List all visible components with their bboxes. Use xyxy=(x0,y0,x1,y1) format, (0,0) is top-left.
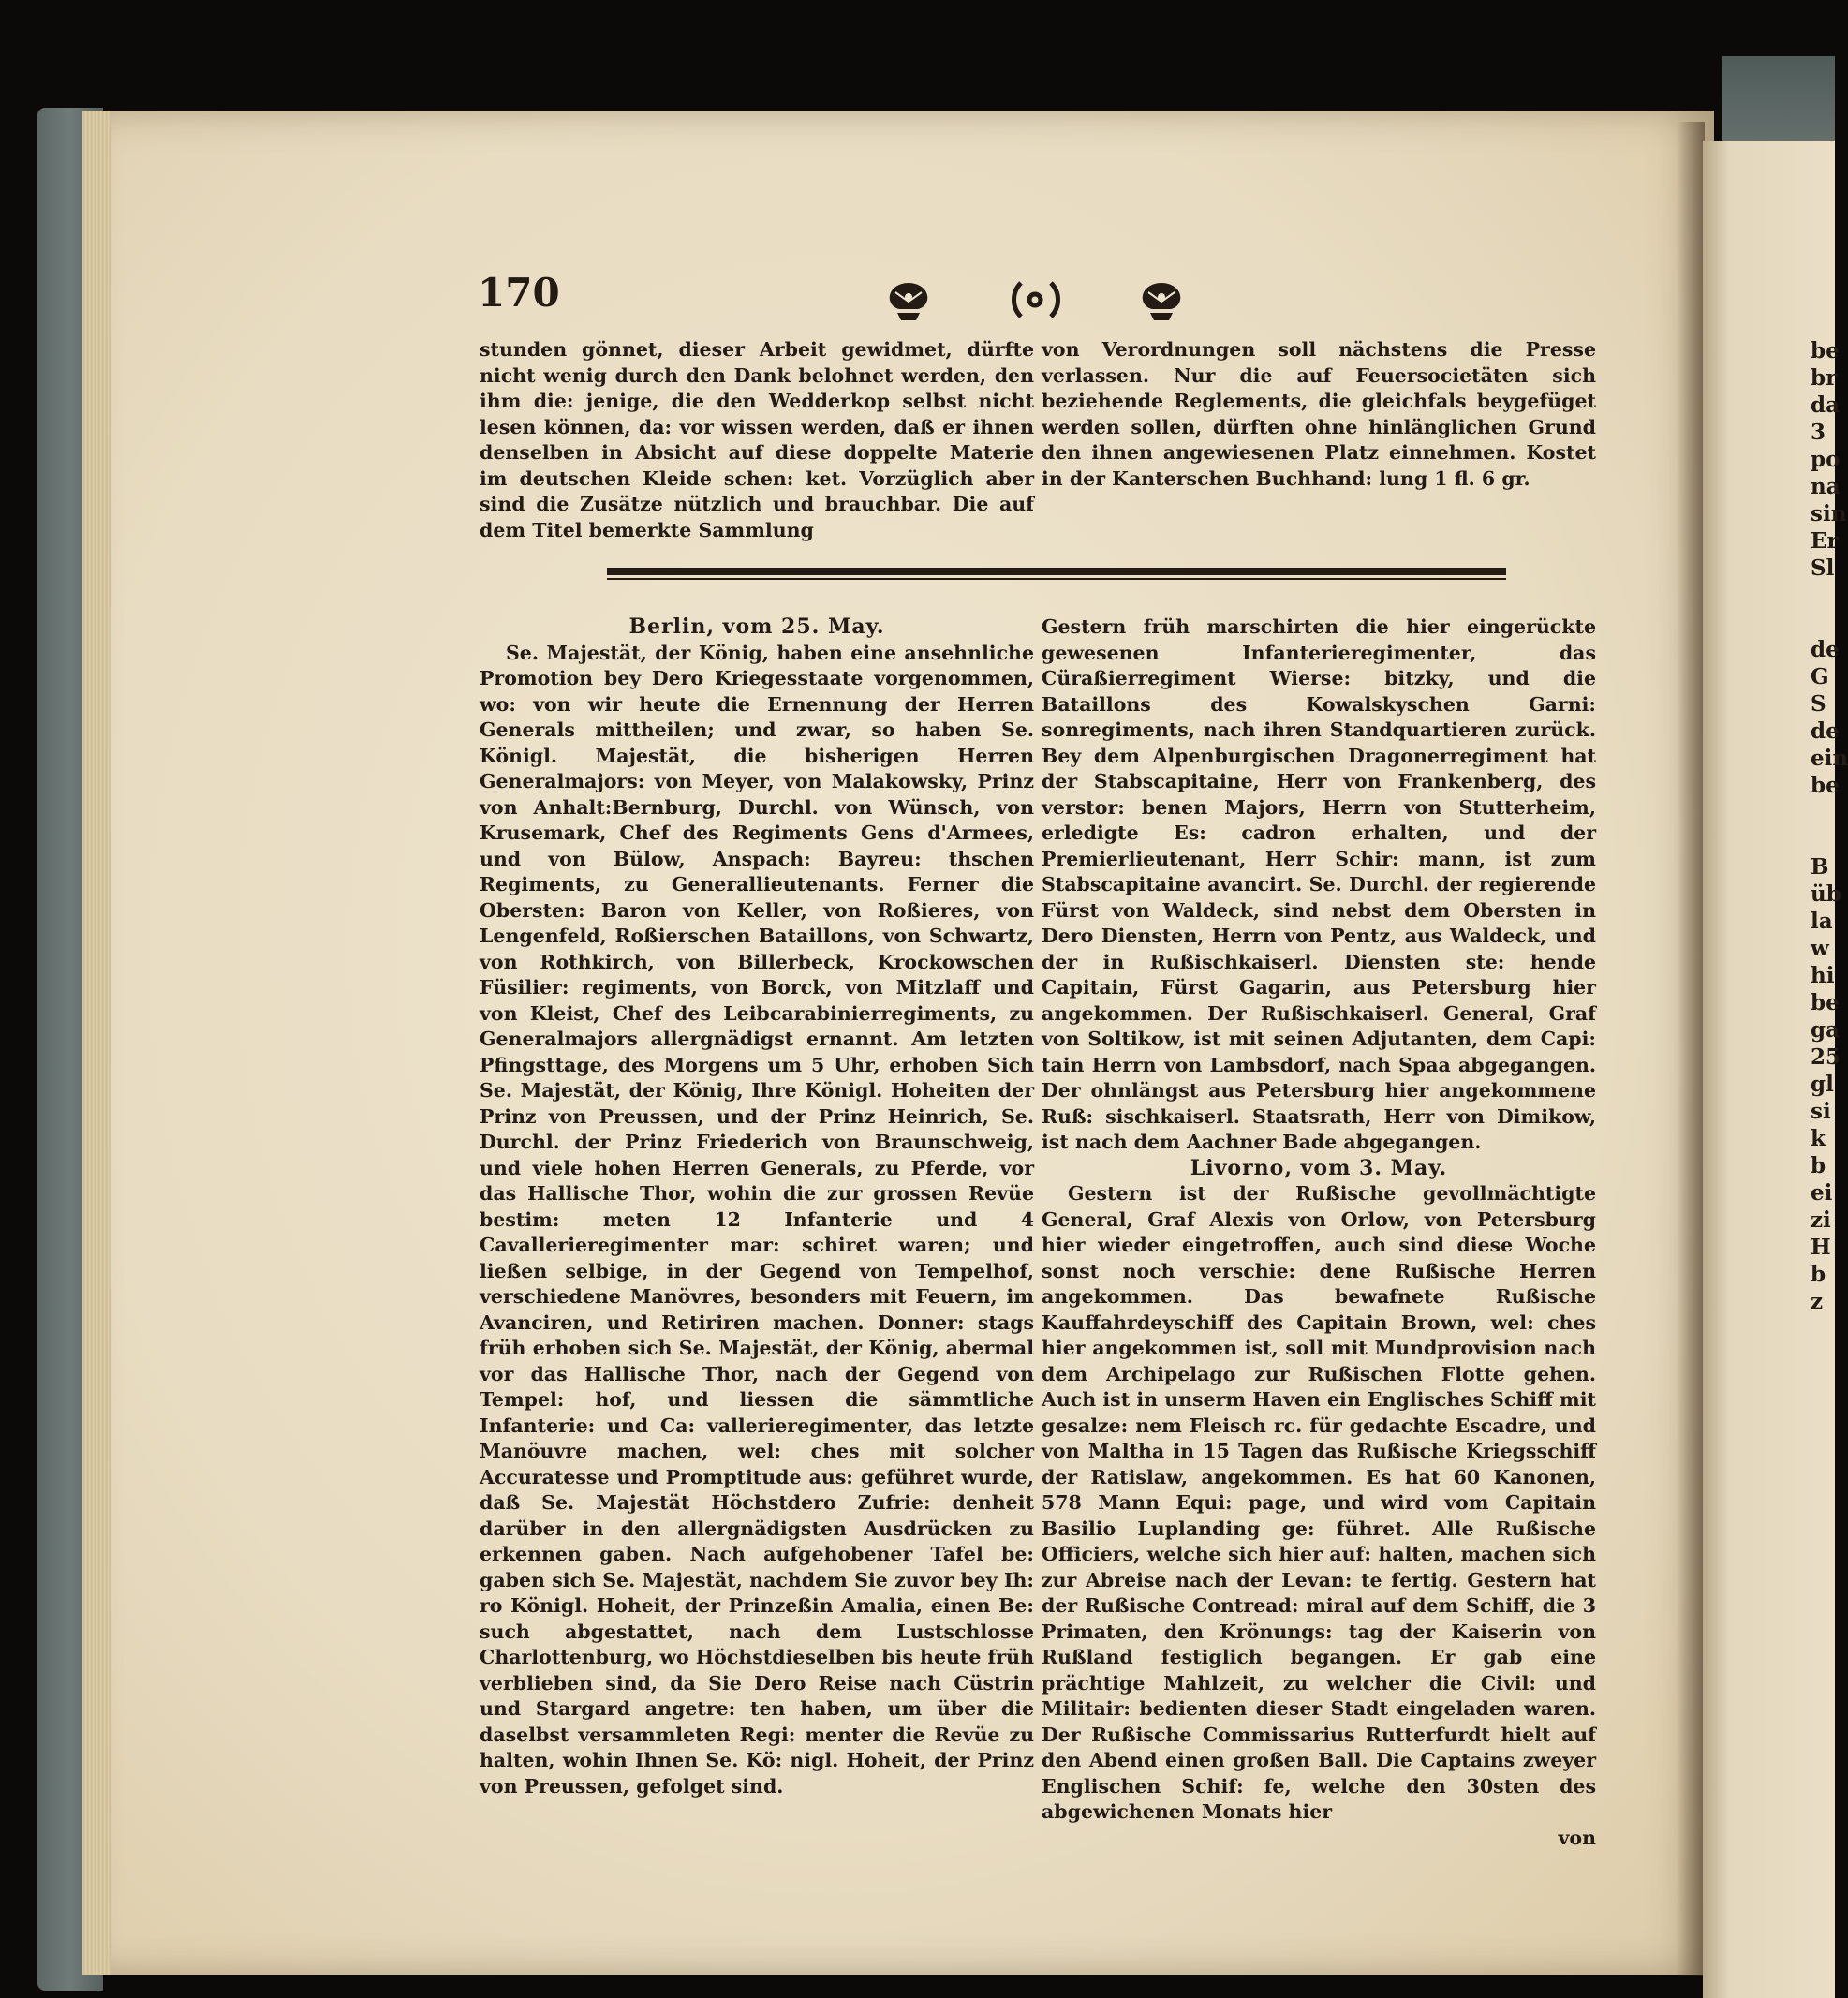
article-livorno: Gestern ist der Rußische gevollmächtigte General, Graf Alexis von Orlow, von Petersburg hier wieder eingetroffen, auch sind diese Woche sonst noch verschie: dene Rußische Herren angekommen. Das bewafnete Rußische Kauffahrdeyschiff des Capitain Brown, wel: ches hier angekommen ist, soll mit Mundprovision nach dem Archipelago zur Rußischen Flotte gehen. Auch ist in unserm Haven ein Englisches Schiff mit gesalze: nem Fleisch rc. für gedachte Escadre, und von Maltha in 15 Tagen das Rußische Kriegsschiff der Ratislaw, angekommen. Es hat 60 Kanonen, 578 Mann Equi: page, und wird vom Capitain Basilio Luplanding ge: führet. Alle Rußische Officiers, welche sich hier auf: halten, machen sich zur Abreise nach der Levan: te fertig. Gestern hat der Rußische Contread: miral auf dem Schiff, die 3 Primaten, den Krönungs: tag der Kaiserin von Rußland festiglich begangen. Er gab eine prächtige Mahlzeit, zu welcher die Civil: und Militair: bedienten dieser Stadt eingeladen waren. Der Rußische Commissarius Rutterfurdt hielt auf den Abend einen großen Ball. Die Captains zweyer Englischen Schif: fe, welche den 30sten des abgewichenen Monats hier xyxy=(1042,1182,1596,1823)
shell-ornament-icon-left xyxy=(890,283,928,320)
dateline-berlin: Berlin, vom 25. May. xyxy=(628,614,885,639)
dateline-livorno: Livorno, vom 3. May. xyxy=(1190,1155,1448,1180)
center-bracket-ornament xyxy=(1014,283,1058,317)
header-ornament xyxy=(880,272,1199,328)
divider-thin-line xyxy=(607,578,1506,580)
divider-thick-line xyxy=(607,568,1506,575)
shell-ornament-icon-right xyxy=(1143,283,1181,320)
next-page-text-fragments: be br da 3 po na sin Er Sl de G S de ein be B üb la w hi be ga 25 gl si k b ei zi H b z xyxy=(1811,338,1848,1314)
column-right xyxy=(1042,614,1596,1851)
section-divider xyxy=(607,568,1506,581)
column-top-left xyxy=(480,337,1034,543)
paragraph-top-left: stunden gönnet, dieser Arbeit gewidmet, dürfte nicht wenig durch den Dank belohnet werden, den ihm die: jenige, die den Wedderkop selbst nicht lesen können, da: vor wissen werden, daß er ihnen denselben in Absicht auf diese doppelte Materie im deutschen Kleide schen: ket. Vorzüglich aber sind die Zusätze nützlich und brauchbar. Die auf dem Titel bemerkte Sammlung xyxy=(480,338,1034,541)
catchword: von xyxy=(1558,1826,1596,1849)
column-left xyxy=(480,614,1034,1799)
book-gutter xyxy=(1677,122,1705,1976)
article-berlin: Se. Majestät, der König, haben eine ansehnliche Promotion bey Dero Kriegesstaate vorgenommen, wo: von wir heute die Ernennung der Herren Generals mittheilen; und zwar, so haben Se. Königl. Majestät, die bisherigen Herren Generalmajors: von Meyer, von Malakowsky, Prinz von Anhalt:Bernburg, Durchl. von Wünsch, von Krusemark, Chef des Regiments Gens d'Armees, und von Bülow, Anspach: Bayreu: thschen Regiments, zu Generallieutenants. Ferner die Obersten: Baron von Keller, von Roßieres, von Lengenfeld, Roßierschen Bataillons, von Schwartz, von Rothkirch, von Billerbeck, Krockowschen Füsilier: regiments, von Borck, von Mitzlaff und von Kleist, Chef des Leibcarabinierregiments, zu Generalmajors allergnädigst ernannt. Am letzten Pfingsttage, des Morgens um 5 Uhr, erhoben Sich Se. Majestät, der König, Ihre Königl. Hoheiten der Prinz von Preussen, und der Prinz Heinrich, Se. Durchl. der Prinz Friederich von Braunschweig, und viele hohen Herren Generals, zu Pferde, vor das Hallische Thor, wohin die zur grossen Revüe bestim: meten 12 Infanterie und 4 Cavallerieregimenter mar: schiret waren; und ließen selbige, in der Gegend von Tempelhof, verschiedene Manövres, besonders mit Feuern, im Avanciren, und Retiriren machen. Donner: stags früh erhoben sich Se. Majestät, der König, abermal vor das Hallische Thor, nach der Gegend von Tempel: hof, und liessen die sämmtliche Infanterie: und Ca: vallerieregimenter, das letzte Manöuvre machen, wel: ches mit solcher Accuratesse und Promptitude aus: geführet wurde, daß Se. Majestät Höchstdero Zufrie: denheit darüber in den allergnädigsten Ausdrücken zu erkennen gaben. Nach aufgehobener Tafel be: gaben sich Se. Majestät, nachdem Sie zuvor bey Ih: ro Königl. Hoheit, der Prinzeßin Amalia, einen Be: such abgestattet, nach dem Lustschlosse Charlottenburg, wo Höchstdieselben bis heute früh verblieben sind, da Sie Dero Reise nach Cüstrin und Stargard angetre: ten haben, um über die daselbst versammleten Regi: menter die Revüe zu halten, wohin Ihnen Se. Kö: nigl. Hoheit, der Prinz von Preussen, gefolget sind. xyxy=(480,641,1034,1798)
page-number: 170 xyxy=(478,270,560,316)
article-berlin-continued: Gestern früh marschirten die hier eingerückte gewesenen Infanterieregimenter, das Cüraßierregiment Wierse: bitzky, und die Bataillons des Kowalskyschen Garni: sonregiments, nach ihren Standquartieren zurück. Bey dem Alpenburgischen Dragonerregiment hat der Stabscapitaine, Herr von Frankenberg, des verstor: benen Majors, Herrn von Stutterheim, erledigte Es: cadron erhalten, und der Premierlieutenant, Herr Schir: mann, ist zum Stabscapitaine avancirt. Se. Durchl. der regierende Fürst von Waldeck, sind nebst dem Obersten in Dero Diensten, Herrn von Pentz, aus Waldeck, und der in Rußischkaiserl. Diensten ste: hende Capitain, Fürst Gagarin, aus Petersburg hier angekommen. Der Rußischkaiserl. General, Graf von Soltikow, ist mit seinen Adjutanten, dem Capi: tain Herrn von Lambsdorf, nach Spaa abgegangen. Der ohnlängst aus Petersburg hier angekommene Ruß: sischkaiserl. Staatsrath, Herr von Dimikow, ist nach dem Aachner Bade abgegangen. xyxy=(1042,615,1596,1153)
paragraph-top-right: von Verordnungen soll nächstens die Presse verlassen. Nur die auf Feuersocietäten sich beziehende Reglements, die gleichfals beygefüget werden sollen, dürften ohne hinlänglichen Grund den ihnen angewiesenen Platz einnehmen. Kostet in der Kanterschen Buchhand: lung 1 fl. 6 gr. xyxy=(1042,338,1596,490)
column-top-right xyxy=(1042,337,1596,492)
